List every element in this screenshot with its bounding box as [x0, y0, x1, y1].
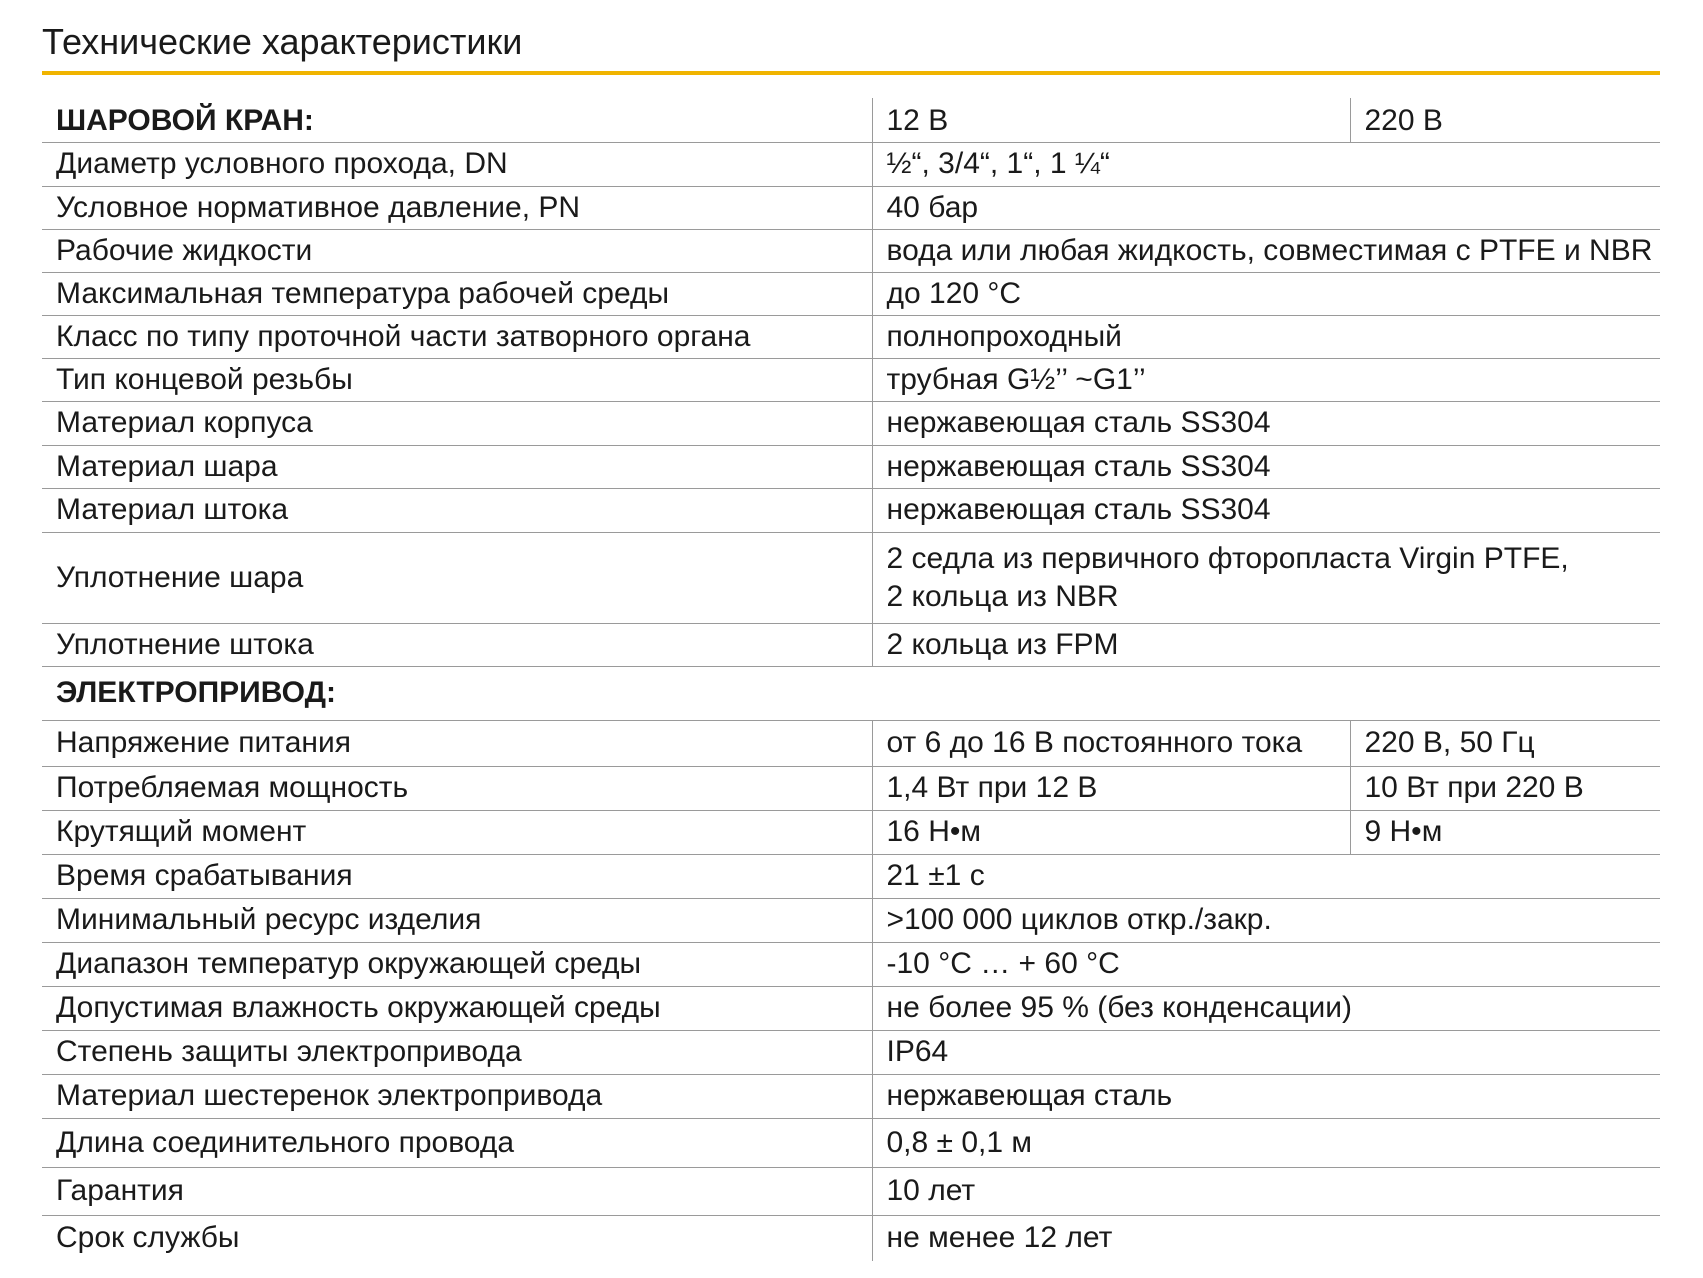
- row-label: Потребляемая мощность: [42, 766, 872, 810]
- row-value: -10 °С … + 60 °С: [872, 942, 1660, 986]
- row-label: Материал корпуса: [42, 401, 872, 445]
- row-label: Материал шестеренок электропривода: [42, 1074, 872, 1118]
- row-value: нержавеющая сталь: [872, 1074, 1660, 1118]
- table-row: [42, 401, 1660, 445]
- table-row: [42, 488, 1660, 532]
- row-value-12v: от 6 до 16 В постоянного тока: [872, 720, 1350, 766]
- row-label: Напряжение питания: [42, 720, 872, 766]
- row-label: Условное нормативное давление, PN: [42, 186, 872, 229]
- row-value: нержавеющая сталь SS304: [872, 445, 1660, 488]
- row-value-line: 2 седла из первичного фторопласта Virgin PTFE,: [886, 541, 1569, 575]
- row-label: Диаметр условного прохода, DN: [42, 142, 872, 186]
- actuator-section-header: [42, 666, 1660, 720]
- table-row: [42, 1167, 1660, 1215]
- row-value: 40 бар: [872, 186, 1660, 229]
- table-row: [42, 358, 1660, 401]
- row-label: Материал шара: [42, 445, 872, 488]
- row-label: Крутящий момент: [42, 810, 872, 854]
- row-value-220v: 9 Н•м: [1350, 810, 1660, 854]
- row-value: нержавеющая сталь SS304: [872, 488, 1660, 532]
- table-row: [42, 272, 1660, 315]
- row-value: 2 кольца из FPM: [872, 623, 1660, 666]
- table-row: [42, 445, 1660, 488]
- row-value-220v: 220 В, 50 Гц: [1350, 720, 1660, 766]
- table-row: [42, 142, 1660, 186]
- table-row: [42, 942, 1660, 986]
- table-row: [42, 898, 1660, 942]
- row-value: 21 ±1 с: [872, 854, 1660, 898]
- section-label: ШАРОВОЙ КРАН:: [42, 98, 872, 142]
- row-label: Гарантия: [42, 1167, 872, 1215]
- table-row: [42, 810, 1660, 854]
- row-label: Допустимая влажность окружающей среды: [42, 986, 872, 1030]
- table-row: [42, 532, 1660, 623]
- row-label: Срок службы: [56, 1221, 240, 1255]
- row-value: IP64: [872, 1030, 1660, 1074]
- row-label: Максимальная температура рабочей среды: [42, 272, 872, 315]
- table-row: [42, 1215, 1660, 1261]
- row-label: Длина соединительного провода: [42, 1118, 872, 1167]
- table-row: [42, 1030, 1660, 1074]
- page-title: Технические характеристики: [42, 21, 523, 62]
- row-label: Степень защиты электропривода: [42, 1030, 872, 1074]
- row-value: полнопроходный: [872, 315, 1660, 358]
- row-value-220v: 10 Вт при 220 В: [1350, 766, 1660, 810]
- column-12v-header: 12 В: [872, 98, 1350, 142]
- table-row: [42, 315, 1660, 358]
- row-value: не менее 12 лет: [872, 1215, 1660, 1261]
- column-220v-header: 220 В: [1350, 98, 1660, 142]
- row-value: нержавеющая сталь SS304: [872, 401, 1660, 445]
- table-row: [42, 720, 1660, 766]
- row-value: [872, 532, 1660, 623]
- section-label: ЭЛЕКТРОПРИВОД:: [42, 666, 1660, 720]
- valve-section-header: [42, 98, 1660, 142]
- row-label: Материал штока: [42, 488, 872, 532]
- title-underline: [42, 71, 1660, 75]
- row-label: Время срабатывания: [42, 854, 872, 898]
- table-row: [42, 186, 1660, 229]
- row-value-12v: 1,4 Вт при 12 В: [872, 766, 1350, 810]
- row-value-12v: 16 Н•м: [872, 810, 1350, 854]
- row-value: 0,8 ± 0,1 м: [872, 1118, 1660, 1167]
- row-value-line: 2 кольца из NBR: [886, 579, 1119, 613]
- row-label: Класс по типу проточной части затворного органа: [42, 315, 872, 358]
- table-row: [42, 1118, 1660, 1167]
- table-row: [42, 986, 1660, 1030]
- row-value: трубная G½’’ ~G1’’: [872, 358, 1660, 401]
- row-label: Тип концевой резьбы: [42, 358, 872, 401]
- table-row: [42, 854, 1660, 898]
- row-label: Уплотнение шара: [42, 532, 872, 623]
- table-row: [42, 623, 1660, 666]
- row-value: до 120 °С: [872, 272, 1660, 315]
- table-row: [42, 229, 1660, 272]
- table-row: [42, 1074, 1660, 1118]
- row-label: Уплотнение штока: [42, 623, 872, 666]
- table-row: [42, 766, 1660, 810]
- row-value: вода или любая жидкость, совместимая с PTFE и NBR: [872, 229, 1660, 272]
- row-value: 10 лет: [872, 1167, 1660, 1215]
- row-value: ½“, 3/4“, 1“, 1 ¼“: [872, 142, 1660, 186]
- spec-table: [42, 98, 1660, 1261]
- row-label: Рабочие жидкости: [42, 229, 872, 272]
- row-label: Минимальный ресурс изделия: [42, 898, 872, 942]
- row-value: >100 000 циклов откр./закр.: [872, 898, 1660, 942]
- row-label: Диапазон температур окружающей среды: [42, 942, 872, 986]
- row-value: не более 95 % (без конденсации): [872, 986, 1660, 1030]
